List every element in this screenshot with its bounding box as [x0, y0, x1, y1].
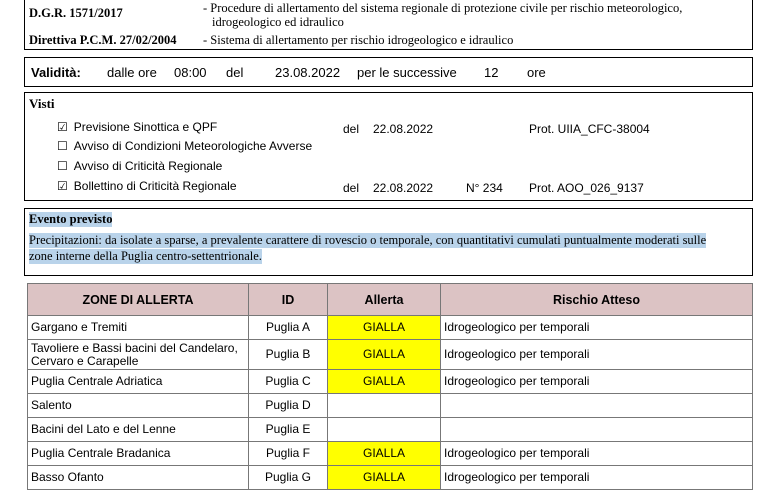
validity-next-label: per le successive	[357, 65, 457, 80]
visti-box	[24, 92, 753, 201]
risk-cell: Idrogeologico per temporali	[441, 340, 753, 370]
dgr-description-line1: - Procedure di allertamento del sistema regionale di protezione civile per rischio meteorologico,	[203, 1, 683, 15]
dgr-description-line2: idrogeologico ed idraulico	[212, 15, 344, 29]
forecast-event-text-line2: zone interne della Puglia centro-settentrionale.	[29, 249, 262, 263]
visti-item-del: del	[343, 122, 360, 136]
id-cell: Puglia C	[249, 370, 328, 394]
alert-cell	[328, 418, 441, 442]
visti-item	[57, 159, 222, 173]
table-row	[28, 340, 753, 370]
risk-cell	[441, 418, 753, 442]
id-cell: Puglia D	[249, 394, 328, 418]
table-row	[28, 370, 753, 394]
forecast-event-title: Evento previsto	[29, 212, 113, 226]
risk-cell: Idrogeologico per temporali	[441, 370, 753, 394]
visti-item-label: Avviso di Condizioni Meteorologiche Avverse	[73, 139, 313, 153]
visti-item	[57, 139, 312, 153]
visti-item-prot: Prot. UIIA_CFC-38004	[529, 122, 650, 136]
validity-of-label: del	[226, 65, 244, 80]
validity-hours: 12	[484, 65, 499, 80]
id-cell: Puglia E	[249, 418, 328, 442]
table-row	[28, 442, 753, 466]
id-cell: Puglia G	[249, 466, 328, 490]
zone-cell: Bacini del Lato e del Lenne	[28, 418, 249, 442]
risk-cell: Idrogeologico per temporali	[441, 466, 753, 490]
risk-cell: Idrogeologico per temporali	[441, 316, 753, 340]
zone-cell: Gargano e Tremiti	[28, 316, 249, 340]
alert-cell: GIALLA	[328, 466, 441, 490]
dgr-reference: D.G.R. 1571/2017	[29, 6, 123, 20]
checkbox-checked-icon: ☑	[57, 179, 68, 193]
column-header-alert: Allerta	[328, 284, 441, 316]
column-header-id: ID	[249, 284, 328, 316]
zone-cell: Tavoliere e Bassi bacini del Candelaro, Cervaro e Carapelle	[28, 340, 249, 370]
checkbox-checked-icon: ☑	[57, 120, 68, 134]
zone-cell: Puglia Centrale Bradanica	[28, 442, 249, 466]
column-header-risk: Rischio Atteso	[441, 284, 753, 316]
alert-cell: GIALLA	[328, 442, 441, 466]
table-header-row	[28, 284, 753, 316]
alert-cell	[328, 394, 441, 418]
table-row	[28, 466, 753, 490]
visti-title: Visti	[29, 96, 55, 111]
directive-reference: Direttiva P.C.M. 27/02/2004	[29, 33, 177, 47]
alert-cell: GIALLA	[328, 316, 441, 340]
visti-item-date: 22.08.2022	[373, 122, 434, 136]
zone-cell: Puglia Centrale Adriatica	[28, 370, 249, 394]
zone-cell: Basso Ofanto	[28, 466, 249, 490]
alert-cell: GIALLA	[328, 370, 441, 394]
risk-cell	[441, 394, 753, 418]
visti-item	[57, 179, 237, 193]
alert-cell: GIALLA	[328, 340, 441, 370]
id-cell: Puglia F	[249, 442, 328, 466]
id-cell: Puglia B	[249, 340, 328, 370]
forecast-event-text-line1: Precipitazioni: da isolate a sparse, a prevalente carattere di rovescio o temporale, con quantitativi cumulati puntualmente moderati sulle	[29, 233, 707, 247]
alert-zones-table	[27, 283, 753, 490]
checkbox-unchecked-icon: ☐	[57, 139, 68, 153]
visti-item-label: Avviso di Criticità Regionale	[73, 159, 223, 173]
legal-references-box	[24, 0, 753, 50]
visti-item-prot: Prot. AOO_026_9137	[529, 181, 644, 195]
validity-label: Validità:	[31, 65, 81, 80]
id-cell: Puglia A	[249, 316, 328, 340]
table-row	[28, 316, 753, 340]
risk-cell: Idrogeologico per temporali	[441, 442, 753, 466]
visti-item-del: del	[343, 181, 360, 195]
table-row	[28, 418, 753, 442]
column-header-zone: ZONE DI ALLERTA	[28, 284, 249, 316]
validity-time: 08:00	[174, 65, 207, 80]
table-row	[28, 394, 753, 418]
directive-description: - Sistema di allertamento per rischio idrogeologico e idraulico	[203, 33, 514, 47]
visti-item-number: N° 234	[466, 181, 503, 195]
zone-cell: Salento	[28, 394, 249, 418]
visti-item-date: 22.08.2022	[373, 181, 434, 195]
validity-hours-label: ore	[527, 65, 546, 80]
validity-from-label: dalle ore	[107, 65, 157, 80]
visti-item-label: Previsione Sinottica e QPF	[73, 120, 218, 134]
forecast-event-box	[24, 208, 753, 276]
checkbox-unchecked-icon: ☐	[57, 159, 68, 173]
visti-item	[57, 120, 217, 134]
validity-box	[24, 57, 753, 87]
validity-date: 23.08.2022	[275, 65, 341, 80]
visti-item-label: Bollettino di Criticità Regionale	[73, 179, 237, 193]
